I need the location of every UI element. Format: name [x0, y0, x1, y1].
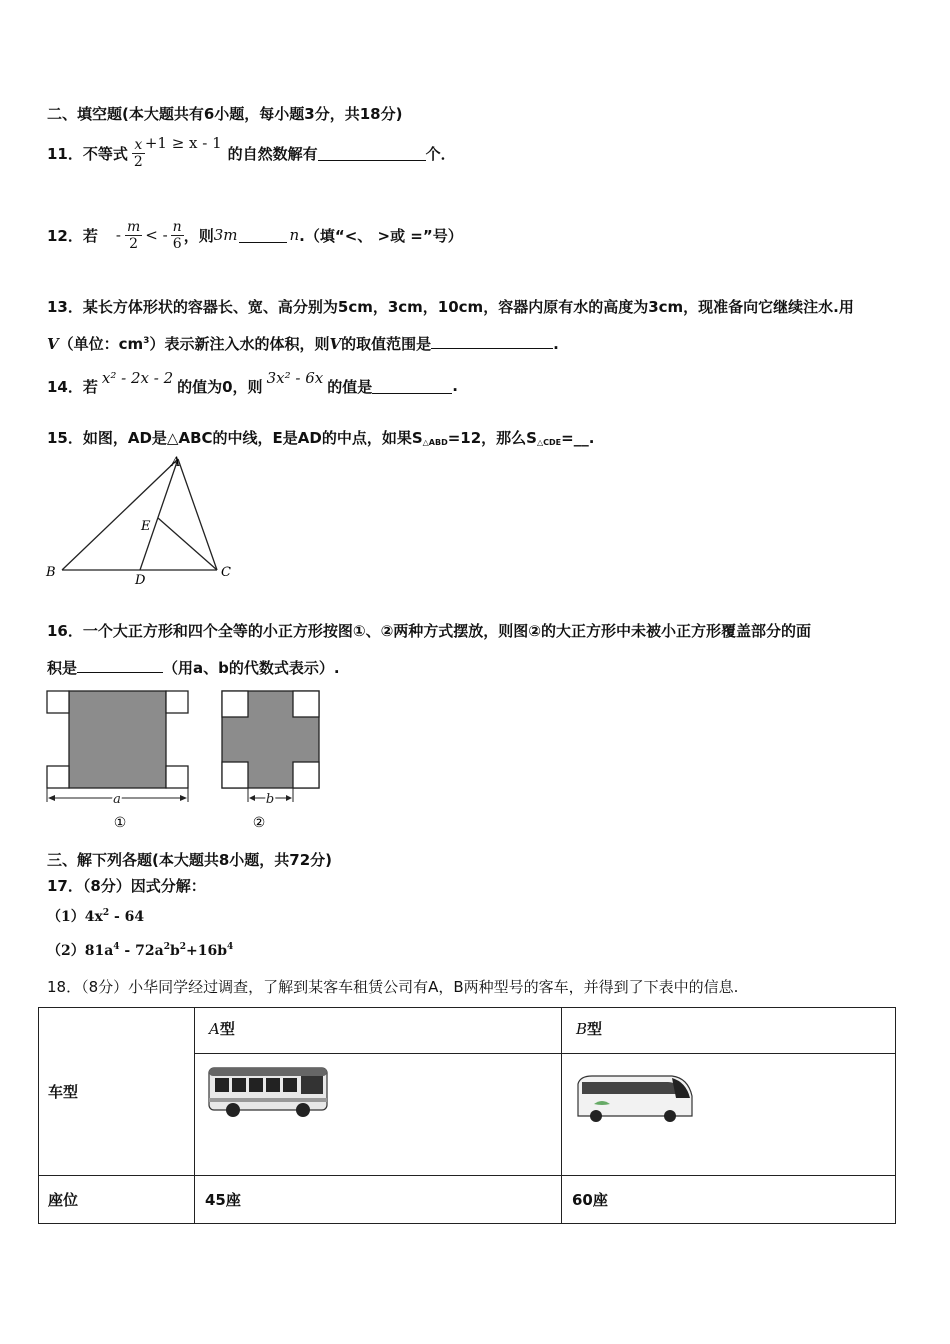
q14-suffix: 的值是	[327, 377, 373, 396]
type-a-image-cell	[195, 1054, 562, 1176]
fig1-big-square	[69, 691, 166, 788]
table-row	[39, 1176, 896, 1224]
fig1-dimension-label: a	[113, 792, 121, 807]
q11-suffix: 的自然数解有	[227, 144, 318, 163]
q13-answer-blank[interactable]	[431, 334, 553, 349]
q13-line2	[47, 333, 559, 354]
q15-sub2: △CDE	[536, 438, 562, 447]
q17-p1a: （1）4x	[47, 909, 103, 925]
q13-range-text: 的取值范围是	[341, 335, 432, 353]
row1-label: 车型	[48, 1083, 79, 1101]
q11-end: 个．	[425, 144, 456, 163]
q13-end: .	[553, 335, 559, 353]
type-b-suffix: 型	[587, 1020, 603, 1038]
q13-v1: V	[47, 335, 59, 353]
label-d: D	[135, 573, 146, 588]
bus-a-window	[232, 1078, 246, 1092]
fig2-caption: ②	[252, 815, 266, 831]
q12-frac1-num: m	[126, 218, 141, 235]
q17-p2b: - 72a	[119, 943, 164, 959]
q15-sub1: △ABD	[422, 438, 448, 447]
fig1-small-square-tl	[47, 691, 69, 713]
q12-fraction-2	[171, 219, 184, 252]
bus-rental-table	[38, 1007, 896, 1224]
fig1-small-square-bl	[47, 766, 69, 788]
fig1-arrow-left	[48, 795, 55, 801]
fig2-small-square-tl	[222, 691, 248, 717]
row2-label-cell	[39, 1176, 195, 1224]
q13-line1: 13．某长方体形状的容器长、宽、高分别为5cm，3cm，10cm，容器内原有水的高度为3cm，现准备向它继续注水.用	[47, 298, 854, 316]
bus-a-stripe	[209, 1098, 327, 1102]
bus-b-wheel	[590, 1110, 602, 1122]
square-figure-2	[218, 688, 328, 833]
q14-expr2: 3x² - 6x	[266, 369, 324, 387]
q17-p2-sup4: 4	[227, 942, 234, 952]
label-c: C	[221, 565, 231, 580]
q12-answer-blank[interactable]	[239, 228, 287, 243]
q16-hint: （用a、b的代数式表示）.	[163, 659, 340, 677]
q14-mid: 的值为0，则	[177, 377, 263, 396]
table-row	[39, 1008, 896, 1054]
q17-p2-sup3: 2	[179, 942, 187, 952]
bus-a-windshield	[301, 1076, 323, 1094]
label-a: A	[171, 455, 181, 470]
q12-frac1-den: 2	[129, 235, 139, 252]
fig2-arrow-left	[249, 795, 255, 801]
q17-p2-sup1: 4	[113, 942, 120, 952]
section3-heading: 三、解下列各题(本大题共8小题，共72分)	[47, 851, 333, 869]
seats-a: 45座	[205, 1191, 241, 1209]
side-ab	[62, 459, 178, 570]
question-12	[47, 212, 463, 258]
seats-b: 60座	[572, 1191, 608, 1209]
q17-p2a: （2）81a	[47, 943, 114, 959]
q11-inequality-rest: +1 ≥ x - 1	[144, 134, 222, 152]
q12-less-than: < -	[145, 226, 168, 244]
q15-text-b: =12，那么S	[447, 429, 537, 447]
type-a-suffix: 型	[219, 1020, 235, 1038]
q13-unit-sup: 3	[143, 336, 150, 346]
bus-b-windows	[582, 1082, 682, 1094]
q12-number: 12．	[47, 226, 83, 245]
q11-answer-blank[interactable]	[318, 146, 426, 161]
q15-text-c: =__.	[561, 429, 595, 447]
q12-3m: 3m	[213, 226, 238, 244]
q12-n: n	[289, 226, 300, 244]
label-b: B	[46, 565, 56, 580]
fig2-small-square-bl	[222, 762, 248, 788]
section2-heading: 二、填空题(本大题共有6小题，每小题3分，共18分)	[47, 105, 403, 123]
q16-answer-blank[interactable]	[77, 658, 163, 673]
seats-b-cell	[562, 1176, 896, 1224]
fig1-arrow-right	[180, 795, 187, 801]
bus-a-wheel	[296, 1103, 310, 1117]
q11-prefix: 不等式	[82, 144, 128, 163]
q12-comma: ，则	[183, 226, 214, 245]
question-15	[47, 427, 594, 448]
seats-a-cell	[195, 1176, 562, 1224]
type-b-image-cell	[562, 1054, 896, 1176]
type-b-header-cell	[562, 1008, 896, 1054]
fig1-caption: ①	[113, 815, 127, 831]
q14-number: 14．	[47, 377, 83, 396]
q14-expr1: x² - 2x - 2	[101, 369, 174, 387]
q18-text: 18．（8分）小华同学经过调查，了解到某客车租赁公司有A，B两种型号的客车，并得到了下表中的信息.	[47, 978, 739, 996]
type-a-letter: A	[209, 1020, 220, 1038]
q17-p1-sup: 2	[102, 908, 110, 918]
fig2-dimension-label: b	[265, 792, 275, 807]
fig1-small-square-br	[166, 766, 188, 788]
q17-title: 17．（8分）因式分解：	[47, 877, 206, 895]
fig2-small-square-tr	[293, 691, 319, 717]
q13-desc: ）表示新注入水的体积，则	[149, 335, 330, 353]
bus-a-image	[205, 1062, 333, 1124]
q11-frac-num: x	[132, 137, 145, 154]
fig1-small-square-tr	[166, 691, 188, 713]
q13-unit: （单位：cm	[58, 335, 144, 353]
q15-text-a: 15．如图，AD是△ABC的中线，E是AD的中点，如果S	[47, 429, 423, 447]
q17-p2-sup2: 2	[163, 942, 170, 952]
bus-a-window	[283, 1078, 297, 1092]
median-ad	[140, 459, 178, 570]
label-e: E	[141, 519, 151, 534]
q12-frac2-num: n	[172, 218, 182, 235]
q11-number: 11．	[47, 144, 83, 163]
type-a-header-cell	[195, 1008, 562, 1054]
q13-v2: V	[329, 335, 342, 353]
bus-a-window	[249, 1078, 263, 1092]
q12-neg1: -	[115, 226, 121, 244]
square-figure-1	[44, 688, 194, 833]
q14-prefix: 若	[82, 377, 98, 396]
fig2-arrow-right	[286, 795, 292, 801]
q14-end: .	[452, 377, 458, 395]
bus-a-window	[215, 1078, 229, 1092]
row2-label: 座位	[48, 1191, 79, 1209]
question-11	[47, 130, 456, 176]
bus-a-wheel	[226, 1103, 240, 1117]
q14-answer-blank[interactable]	[372, 379, 452, 394]
q17-p2c: b	[169, 943, 180, 959]
fig2-small-square-br	[293, 762, 319, 788]
q12-frac2-den: 6	[172, 235, 182, 252]
q16-line1: 16．一个大正方形和四个全等的小正方形按图①、②两种方式摆放，则图②的大正方形中未被小正方形覆盖部分的面	[47, 622, 811, 640]
bus-b-wheel	[664, 1110, 676, 1122]
q11-frac-den: 2	[133, 153, 143, 170]
triangle-figure	[40, 452, 240, 588]
bus-a-window	[266, 1078, 280, 1092]
type-b-letter: B	[576, 1020, 588, 1038]
q12-fraction-1	[125, 219, 142, 252]
q17-part1	[47, 906, 144, 926]
q17-p2d: +16b	[186, 943, 228, 959]
q11-fraction	[132, 137, 145, 170]
row1-label-cell	[39, 1008, 195, 1176]
q17-part2	[47, 940, 233, 960]
q12-hint: .（填“<、 >或 =”号）	[299, 226, 463, 245]
bus-b-image	[572, 1070, 696, 1130]
q16-area-label: 积是	[47, 659, 78, 677]
bus-a-roof	[209, 1068, 327, 1076]
q17-p1b: - 64	[109, 909, 145, 925]
question-14	[47, 368, 458, 404]
q16-line2	[47, 657, 340, 678]
q12-prefix: 若	[82, 226, 98, 245]
